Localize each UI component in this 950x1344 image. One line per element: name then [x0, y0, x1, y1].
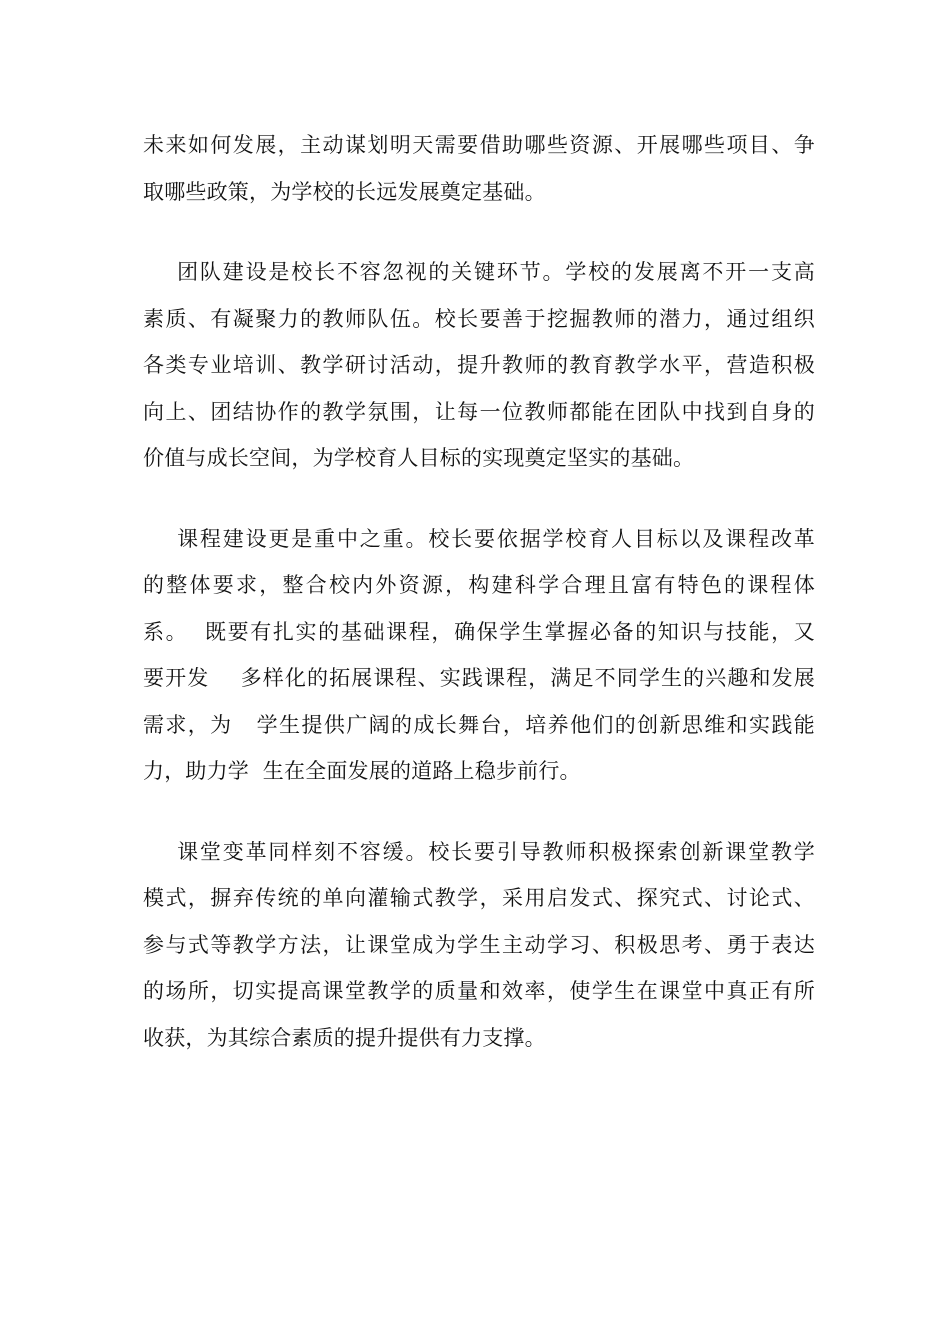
- text-line: 团队建设是校长不容忽视的关键环节。学校的发展离不开一支高: [143, 260, 815, 284]
- paragraph-3: [143, 516, 815, 795]
- text-line: 的整体要求，整合校内外资源，构建科学合理且富有特色的课程体: [143, 573, 815, 597]
- text-line: 向上、团结协作的教学氛围，让每一位教师都能在团队中找到自身的: [143, 399, 815, 424]
- text-line: 价值与成长空间，为学校育人目标的实现奠定坚实的基础。: [143, 446, 695, 470]
- text-line: 素质、有凝聚力的教师队伍。校长要善于挖掘教师的潜力，通过组织: [143, 306, 815, 331]
- text-line: 系。 既要有扎实的基础课程，确保学生掌握必备的知识与技能，又: [143, 619, 815, 644]
- text-line: 的场所，切实提高课堂教学的质量和效率，使学生在课堂中真正有所: [143, 979, 815, 1003]
- text-line: 模式，摒弃传统的单向灌输式教学，采用启发式、探究式、讨论式、: [143, 886, 815, 910]
- paragraph-1: [143, 122, 815, 215]
- text-line: 取哪些政策，为学校的长远发展奠定基础。: [143, 179, 546, 204]
- text-line: 收获，为其综合素质的提升提供有力支撑。: [143, 1025, 546, 1050]
- text-line: 要开发 多样化的拓展课程、实践课程，满足不同学生的兴趣和发展: [143, 666, 815, 690]
- paragraph-2: [143, 249, 815, 482]
- text-line: 课堂变革同样刻不容缓。校长要引导教师积极探索创新课堂教学: [143, 839, 815, 864]
- document-body: [143, 122, 815, 1061]
- text-line: 参与式等教学方法，让课堂成为学生主动学习、积极思考、勇于表达: [143, 932, 815, 957]
- text-line: 需求，为 学生提供广阔的成长舞台，培养他们的创新思维和实践能: [143, 712, 815, 737]
- text-line: 未来如何发展，主动谋划明天需要借助哪些资源、开展哪些项目、争: [143, 133, 815, 157]
- text-line: 各类专业培训、教学研讨活动，提升教师的教育教学水平，营造积极: [143, 353, 815, 377]
- text-line: 课程建设更是重中之重。校长要依据学校育人目标以及课程改革: [143, 526, 815, 551]
- text-line: 力，助力学 生在全面发展的道路上稳步前行。: [143, 759, 581, 783]
- paragraph-4: [143, 829, 815, 1062]
